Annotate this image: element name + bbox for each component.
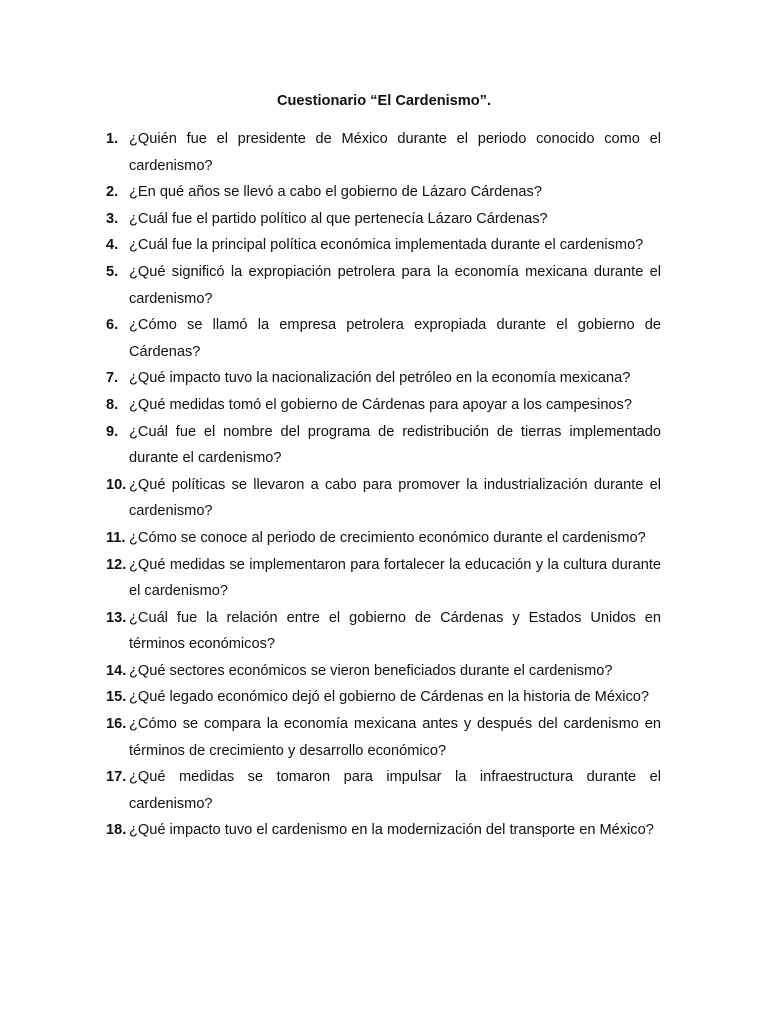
question-number: 12.: [106, 556, 127, 573]
question-text: ¿Qué impacto tuvo el cardenismo en la modernización del transporte en México?: [129, 822, 654, 839]
question-text: ¿Cuál fue la relación entre el gobierno de Cárdenas y Estados Unidos en términos económicos?: [129, 609, 661, 653]
question-number: 16.: [106, 716, 127, 733]
document-title: Cuestionario “El Cardenismo”.: [276, 93, 492, 109]
question-item: [106, 232, 661, 259]
question-item: [106, 126, 661, 179]
question-text: ¿Cómo se compara la economía mexicana antes y después del cardenismo en términos de crecimiento y desarrollo económico?: [129, 716, 661, 759]
question-item: [106, 419, 661, 472]
question-text: ¿Cuál fue la principal política económica implementada durante el cardenismo?: [129, 237, 644, 254]
question-number: 18.: [106, 822, 127, 839]
question-item: [106, 179, 661, 206]
question-list: [106, 126, 661, 844]
question-item: [106, 764, 661, 817]
question-number: 5.: [106, 263, 119, 280]
question-number: 9.: [106, 423, 119, 440]
question-item: [106, 817, 661, 844]
question-number: 15.: [106, 689, 127, 706]
question-text: ¿Qué impacto tuvo la nacionalización del petróleo en la economía mexicana?: [129, 370, 631, 387]
question-number: 1.: [106, 131, 119, 147]
question-number: 17.: [106, 769, 127, 786]
question-item: [106, 605, 661, 658]
question-text: ¿Cuál fue el nombre del programa de redistribución de tierras implementado durante el cardenismo?: [129, 423, 661, 467]
question-text: ¿Cuál fue el partido político al que pertenecía Lázaro Cárdenas?: [129, 210, 548, 227]
question-number: 4.: [106, 237, 119, 254]
question-number: 11.: [106, 529, 126, 546]
question-number: 7.: [106, 370, 119, 387]
question-text: ¿Qué medidas se tomaron para impulsar la infraestructura durante el cardenismo?: [129, 769, 661, 812]
question-number: 14.: [106, 662, 127, 679]
question-text: ¿Qué legado económico dejó el gobierno de Cárdenas en la historia de México?: [129, 689, 650, 706]
question-item: [106, 525, 661, 552]
question-text: ¿Qué medidas se implementaron para fortalecer la educación y la cultura durante el cardenismo?: [129, 556, 661, 600]
question-item: [106, 206, 661, 233]
question-item: [106, 365, 661, 392]
question-text: ¿Cómo se conoce al periodo de crecimiento económico durante el cardenismo?: [129, 529, 646, 546]
question-number: 6.: [106, 317, 119, 334]
question-number: 8.: [106, 396, 119, 413]
question-text: ¿Qué medidas tomó el gobierno de Cárdenas para apoyar a los campesinos?: [129, 396, 632, 413]
question-item: [106, 711, 661, 764]
question-text: ¿Qué significó la expropiación petrolera para la economía mexicana durante el cardenismo?: [129, 263, 661, 307]
question-item: [106, 259, 661, 312]
question-text: ¿Cómo se llamó la empresa petrolera expropiada durante el gobierno de Cárdenas?: [129, 317, 661, 360]
question-number: 10.: [106, 476, 127, 493]
question-item: [106, 552, 661, 605]
question-number: 13.: [106, 609, 127, 626]
question-item: [106, 472, 661, 525]
question-item: [106, 684, 661, 711]
question-text: ¿Qué políticas se llevaron a cabo para promover la industrialización durante el cardenismo?: [129, 476, 661, 520]
question-item: [106, 312, 661, 365]
question-text: ¿En qué años se llevó a cabo el gobierno de Lázaro Cárdenas?: [129, 184, 542, 201]
question-text: ¿Quién fue el presidente de México durante el periodo conocido como el cardenismo?: [129, 131, 661, 174]
question-number: 2.: [106, 184, 119, 201]
question-item: [106, 658, 661, 685]
question-item: [106, 392, 661, 419]
question-text: ¿Qué sectores económicos se vieron beneficiados durante el cardenismo?: [129, 662, 613, 679]
question-number: 3.: [106, 210, 119, 227]
